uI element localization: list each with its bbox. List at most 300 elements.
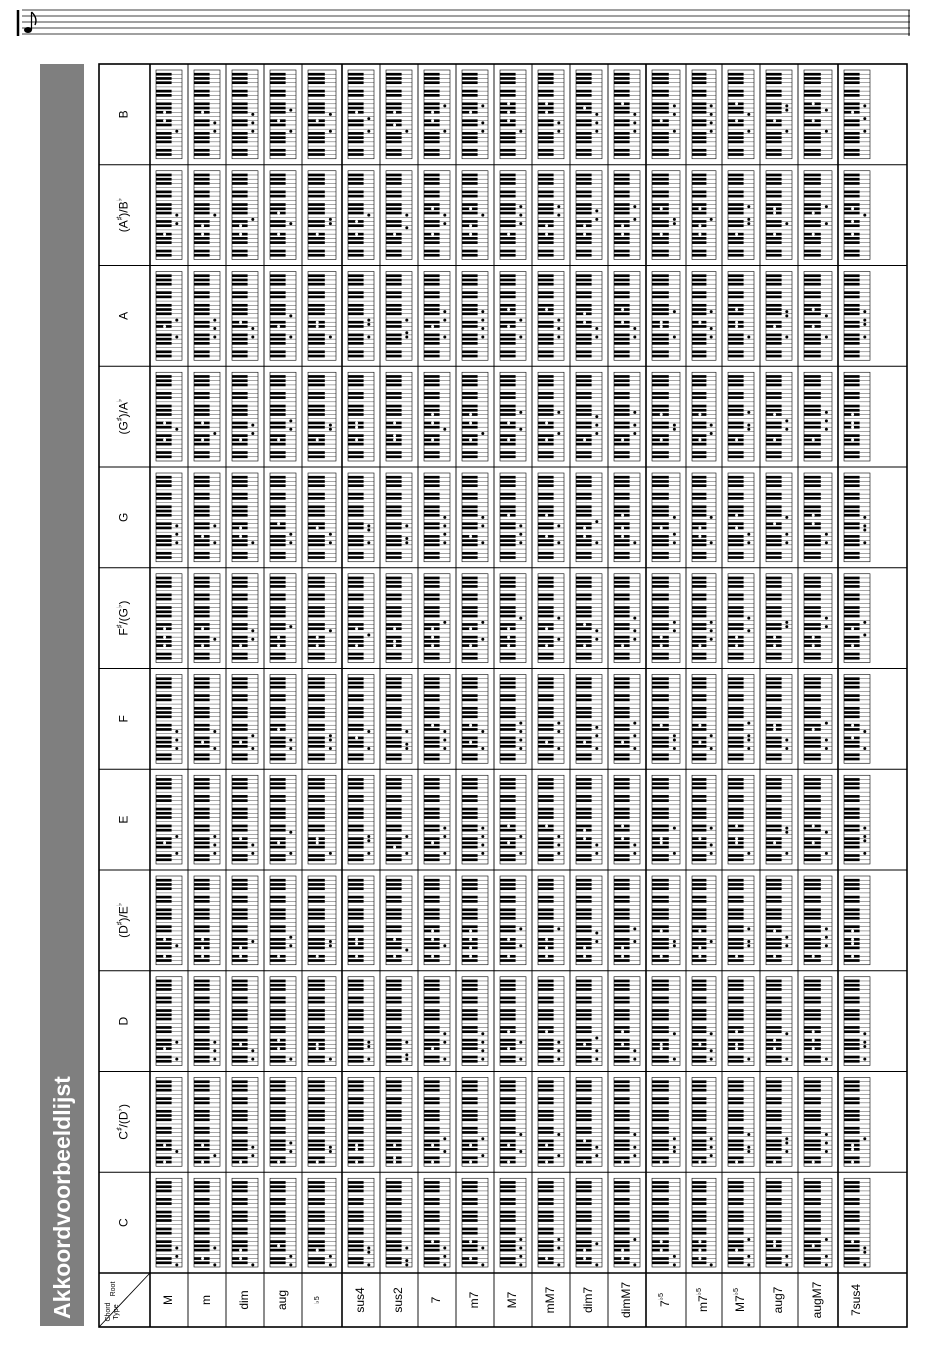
black-key (424, 1185, 440, 1188)
black-key (194, 980, 210, 983)
black-key (614, 900, 630, 903)
chord-note-dot (710, 1263, 713, 1266)
black-key (308, 858, 325, 861)
black-key (766, 829, 782, 832)
black-key (804, 1240, 821, 1243)
black-key (270, 623, 286, 626)
black-key (538, 1001, 554, 1004)
keyboard-diagram (270, 775, 296, 864)
black-key (500, 1219, 516, 1222)
chord-note-dot (443, 835, 446, 838)
black-key (538, 959, 554, 962)
black-key (386, 1232, 402, 1235)
black-key (462, 1080, 478, 1083)
black-key (424, 1018, 440, 1021)
black-key (804, 778, 821, 781)
black-key (728, 753, 744, 756)
black-key (692, 1144, 706, 1147)
black-key (804, 737, 821, 740)
chord-note-dot (367, 1251, 370, 1254)
black-key (538, 1131, 554, 1134)
black-key (194, 594, 210, 597)
black-key (614, 1228, 630, 1231)
chord-note-dot (277, 636, 280, 639)
black-key (194, 1156, 210, 1159)
black-key (576, 728, 592, 731)
label-text: augM7 (810, 1281, 825, 1319)
black-key (614, 1127, 630, 1130)
keyboard-diagram (692, 675, 716, 764)
black-key (386, 1097, 402, 1100)
black-key (308, 1013, 325, 1016)
black-key (652, 1056, 669, 1059)
chord-note-dot (316, 1161, 319, 1164)
black-key (766, 925, 782, 928)
black-key (156, 1043, 172, 1046)
black-key (424, 854, 440, 857)
black-key (766, 959, 782, 962)
black-key (462, 988, 478, 991)
black-key (804, 1089, 821, 1092)
black-key (156, 900, 172, 903)
black-key (308, 1030, 325, 1033)
chord-note-dot (329, 747, 332, 750)
black-key (844, 694, 860, 697)
black-key (692, 896, 706, 899)
black-key (308, 1039, 325, 1042)
black-key (348, 715, 364, 718)
black-key (844, 1181, 860, 1184)
black-key (844, 808, 860, 811)
black-key (576, 908, 592, 911)
black-key (194, 1085, 210, 1088)
black-key (270, 585, 286, 588)
black-key (156, 879, 172, 882)
chord-note-dot (747, 739, 750, 742)
black-key (424, 707, 440, 710)
chord-note-dot (633, 722, 636, 725)
black-key (728, 917, 744, 920)
label-superscript: ♯ (114, 624, 124, 629)
black-key (728, 745, 744, 748)
black-key (348, 610, 364, 613)
black-key (270, 799, 286, 802)
black-key (232, 846, 248, 849)
chord-note-dot (825, 739, 828, 742)
black-key (692, 1181, 706, 1184)
black-key (462, 846, 478, 849)
black-key (462, 1148, 478, 1151)
black-key (538, 913, 554, 916)
black-key (692, 1140, 706, 1143)
black-key (270, 1030, 286, 1033)
black-key (308, 913, 325, 916)
black-key (844, 900, 860, 903)
black-key (728, 1001, 744, 1004)
black-key (156, 787, 172, 790)
black-key (462, 1001, 478, 1004)
black-key (424, 1102, 440, 1105)
black-key (386, 1245, 402, 1248)
black-key (500, 846, 516, 849)
black-key (308, 1185, 325, 1188)
black-key (424, 778, 440, 781)
black-key (348, 707, 364, 710)
black-key (348, 1257, 364, 1260)
black-key (308, 741, 325, 744)
chord-note-dot (863, 1246, 866, 1249)
keyboard-diagram (386, 876, 412, 965)
black-key (424, 677, 440, 680)
black-key (232, 1140, 248, 1143)
black-key (728, 758, 744, 761)
black-key (500, 854, 516, 857)
black-key (386, 758, 402, 761)
black-key (614, 854, 630, 857)
black-key (308, 610, 325, 613)
black-key (270, 1211, 286, 1214)
black-key (308, 1240, 325, 1243)
black-key (500, 900, 516, 903)
chord-note-dot (329, 1146, 332, 1149)
chord-note-dot (163, 955, 166, 958)
black-key (156, 598, 172, 601)
black-key (692, 988, 706, 991)
black-key (652, 816, 669, 819)
black-key (348, 1001, 364, 1004)
black-key (538, 846, 554, 849)
chord-note-dot (595, 1049, 598, 1052)
label-superscript: ♭ (114, 197, 124, 202)
black-key (804, 1001, 821, 1004)
black-key (500, 858, 516, 861)
black-key (766, 825, 782, 828)
black-key (576, 854, 592, 857)
black-key (424, 896, 440, 899)
chord-note-dot (277, 1047, 280, 1050)
black-key (348, 1089, 364, 1092)
black-key (804, 812, 821, 815)
black-key (270, 682, 286, 685)
black-key (194, 858, 210, 861)
black-key (308, 677, 325, 680)
black-key (692, 1215, 706, 1218)
black-key (308, 1215, 325, 1218)
black-key (766, 694, 782, 697)
keyboard-diagram (194, 574, 220, 663)
black-key (844, 896, 860, 899)
black-key (156, 1060, 172, 1063)
black-key (308, 1080, 325, 1083)
black-key (270, 913, 286, 916)
black-key (308, 988, 325, 991)
black-key (538, 1056, 554, 1059)
chord-note-dot (747, 1133, 750, 1136)
black-key (270, 1110, 286, 1113)
black-key (194, 1013, 210, 1016)
black-key (576, 787, 592, 790)
chord-note-dot (812, 1039, 815, 1042)
keyboard-diagram (270, 876, 296, 965)
black-key (194, 896, 210, 899)
black-key (232, 854, 248, 857)
black-key (652, 900, 669, 903)
black-key (194, 1001, 210, 1004)
black-key (424, 1110, 440, 1113)
black-key (270, 1097, 286, 1100)
label-text: B (116, 110, 131, 119)
black-key (348, 699, 364, 702)
black-key (614, 1039, 630, 1042)
black-key (386, 1056, 402, 1059)
black-key (576, 1215, 592, 1218)
black-key (804, 1026, 821, 1029)
black-key (766, 778, 782, 781)
black-key (424, 1056, 440, 1059)
black-key (844, 997, 860, 1000)
black-key (194, 908, 210, 911)
black-key (844, 1047, 860, 1050)
chord-note-dot (633, 1154, 636, 1157)
black-key (462, 682, 478, 685)
chord-note-dot (747, 944, 750, 947)
black-key (308, 1245, 325, 1248)
black-key (386, 1140, 402, 1143)
black-key (386, 778, 402, 781)
black-key (194, 682, 210, 685)
label-text: aug7 (771, 1286, 786, 1314)
corner-root-label (110, 1282, 117, 1297)
black-key (766, 1232, 782, 1235)
black-key (576, 879, 592, 882)
black-key (692, 1211, 706, 1214)
black-key (270, 1085, 286, 1088)
black-key (766, 1181, 782, 1184)
black-key (232, 1185, 248, 1188)
black-key (576, 1148, 592, 1151)
chord-note-dot (851, 942, 854, 945)
black-key (576, 707, 592, 710)
black-key (462, 816, 478, 819)
black-key (270, 988, 286, 991)
black-key (424, 799, 440, 802)
black-key (844, 946, 860, 949)
black-key (692, 980, 706, 983)
black-key (538, 1043, 554, 1046)
black-key (500, 896, 516, 899)
keyboard-diagram (424, 675, 450, 764)
black-key (308, 879, 325, 882)
black-key (386, 1039, 402, 1042)
black-key (614, 846, 630, 849)
label-superscript: ♭5 (656, 1292, 666, 1301)
black-key (538, 724, 554, 727)
black-key (308, 1198, 325, 1201)
chord-note-dot (735, 1047, 738, 1050)
black-key (614, 816, 630, 819)
black-key (614, 758, 630, 761)
keyboard-diagram (462, 1078, 488, 1167)
black-key (270, 942, 286, 945)
black-key (270, 581, 286, 584)
black-key (500, 795, 516, 798)
chord-note-dot (329, 739, 332, 742)
black-key (194, 577, 210, 580)
black-key (386, 1190, 402, 1193)
keyboard-diagram (804, 977, 832, 1066)
black-key (156, 896, 172, 899)
black-key (728, 900, 744, 903)
chord-type-label (505, 1291, 519, 1308)
black-key (194, 1181, 210, 1184)
black-key (348, 653, 364, 656)
black-key (156, 1245, 172, 1248)
black-key (462, 908, 478, 911)
black-key (652, 1039, 669, 1042)
black-key (462, 1131, 478, 1134)
black-key (156, 829, 172, 832)
black-key (766, 1228, 782, 1231)
black-key (804, 837, 821, 840)
label-superscript: ♭5 (312, 1296, 322, 1304)
black-key (576, 1228, 592, 1231)
chord-note-dot (673, 1058, 676, 1061)
black-key (462, 1127, 478, 1130)
chord-note-dot (851, 938, 854, 941)
black-key (500, 1257, 516, 1260)
chord-note-dot (329, 944, 332, 947)
black-key (232, 1202, 248, 1205)
black-key (348, 908, 364, 911)
black-key (232, 980, 248, 983)
black-key (424, 753, 440, 756)
chord-note-dot (163, 627, 166, 630)
black-key (156, 581, 172, 584)
black-key (844, 1202, 860, 1205)
black-key (538, 1009, 554, 1012)
black-key (194, 1198, 210, 1201)
keyboard-diagram (728, 876, 754, 965)
black-key (576, 1039, 592, 1042)
black-key (424, 1026, 440, 1029)
black-key (500, 984, 516, 987)
black-key (538, 887, 554, 890)
keyboard-diagram (766, 675, 792, 764)
black-key (348, 896, 364, 899)
black-key (156, 1185, 172, 1188)
black-key (804, 1110, 821, 1113)
black-key (348, 1240, 364, 1243)
black-key (614, 925, 630, 928)
black-key (194, 1190, 210, 1193)
black-key (308, 1257, 325, 1260)
black-key (194, 778, 210, 781)
black-key (728, 699, 744, 702)
black-key (348, 1056, 364, 1059)
black-key (766, 707, 782, 710)
black-key (692, 737, 706, 740)
black-key (194, 1039, 210, 1042)
label-text: Chord (104, 1302, 112, 1322)
black-key (614, 1080, 630, 1083)
black-key (194, 1232, 210, 1235)
chord-note-dot (698, 946, 701, 949)
black-key (232, 825, 248, 828)
black-key (156, 1156, 172, 1159)
keyboard-diagram (194, 775, 220, 864)
black-key (232, 938, 248, 941)
label-text: G (116, 512, 131, 523)
black-key (270, 812, 286, 815)
black-key (500, 741, 516, 744)
black-key (386, 858, 402, 861)
chord-note-dot (673, 944, 676, 947)
black-key (652, 1144, 669, 1147)
black-key (462, 858, 478, 861)
black-key (692, 1080, 706, 1083)
black-key (576, 925, 592, 928)
black-key (462, 753, 478, 756)
black-key (348, 758, 364, 761)
black-key (538, 837, 554, 840)
chord-note-dot (557, 1246, 560, 1249)
chord-note-dot (698, 1240, 701, 1243)
black-key (308, 1232, 325, 1235)
chord-note-dot (863, 1137, 866, 1140)
black-key (614, 896, 630, 899)
black-key (538, 1089, 554, 1092)
keyboard-diagram (348, 775, 374, 864)
black-key (728, 808, 744, 811)
chord-note-dot (481, 1154, 484, 1157)
black-key (156, 1030, 172, 1033)
chord-note-dot (201, 1161, 204, 1164)
black-key (652, 1181, 669, 1184)
chord-note-dot (621, 1043, 624, 1046)
black-key (270, 1198, 286, 1201)
black-key (462, 1118, 478, 1121)
black-key (614, 677, 630, 680)
black-key (500, 1215, 516, 1218)
black-key (156, 887, 172, 890)
black-key (270, 787, 286, 790)
black-key (156, 758, 172, 761)
black-key (576, 825, 592, 828)
black-key (270, 1127, 286, 1130)
black-key (728, 959, 744, 962)
black-key (194, 1030, 210, 1033)
black-key (844, 1228, 860, 1231)
black-key (232, 745, 248, 748)
black-key (538, 858, 554, 861)
black-key (156, 737, 172, 740)
black-key (844, 1060, 860, 1063)
chord-note-dot (863, 1032, 866, 1035)
chord-note-dot (367, 1246, 370, 1249)
black-key (538, 677, 554, 680)
chord-note-dot (481, 1137, 484, 1140)
black-key (194, 879, 210, 882)
black-key (766, 1085, 782, 1088)
black-key (194, 707, 210, 710)
keyboard-diagram (766, 977, 792, 1066)
black-key (232, 959, 248, 962)
label-text: m7 (467, 1291, 482, 1309)
black-key (728, 741, 744, 744)
black-key (270, 879, 286, 882)
black-key (308, 598, 325, 601)
keyboard-diagram (766, 876, 792, 965)
